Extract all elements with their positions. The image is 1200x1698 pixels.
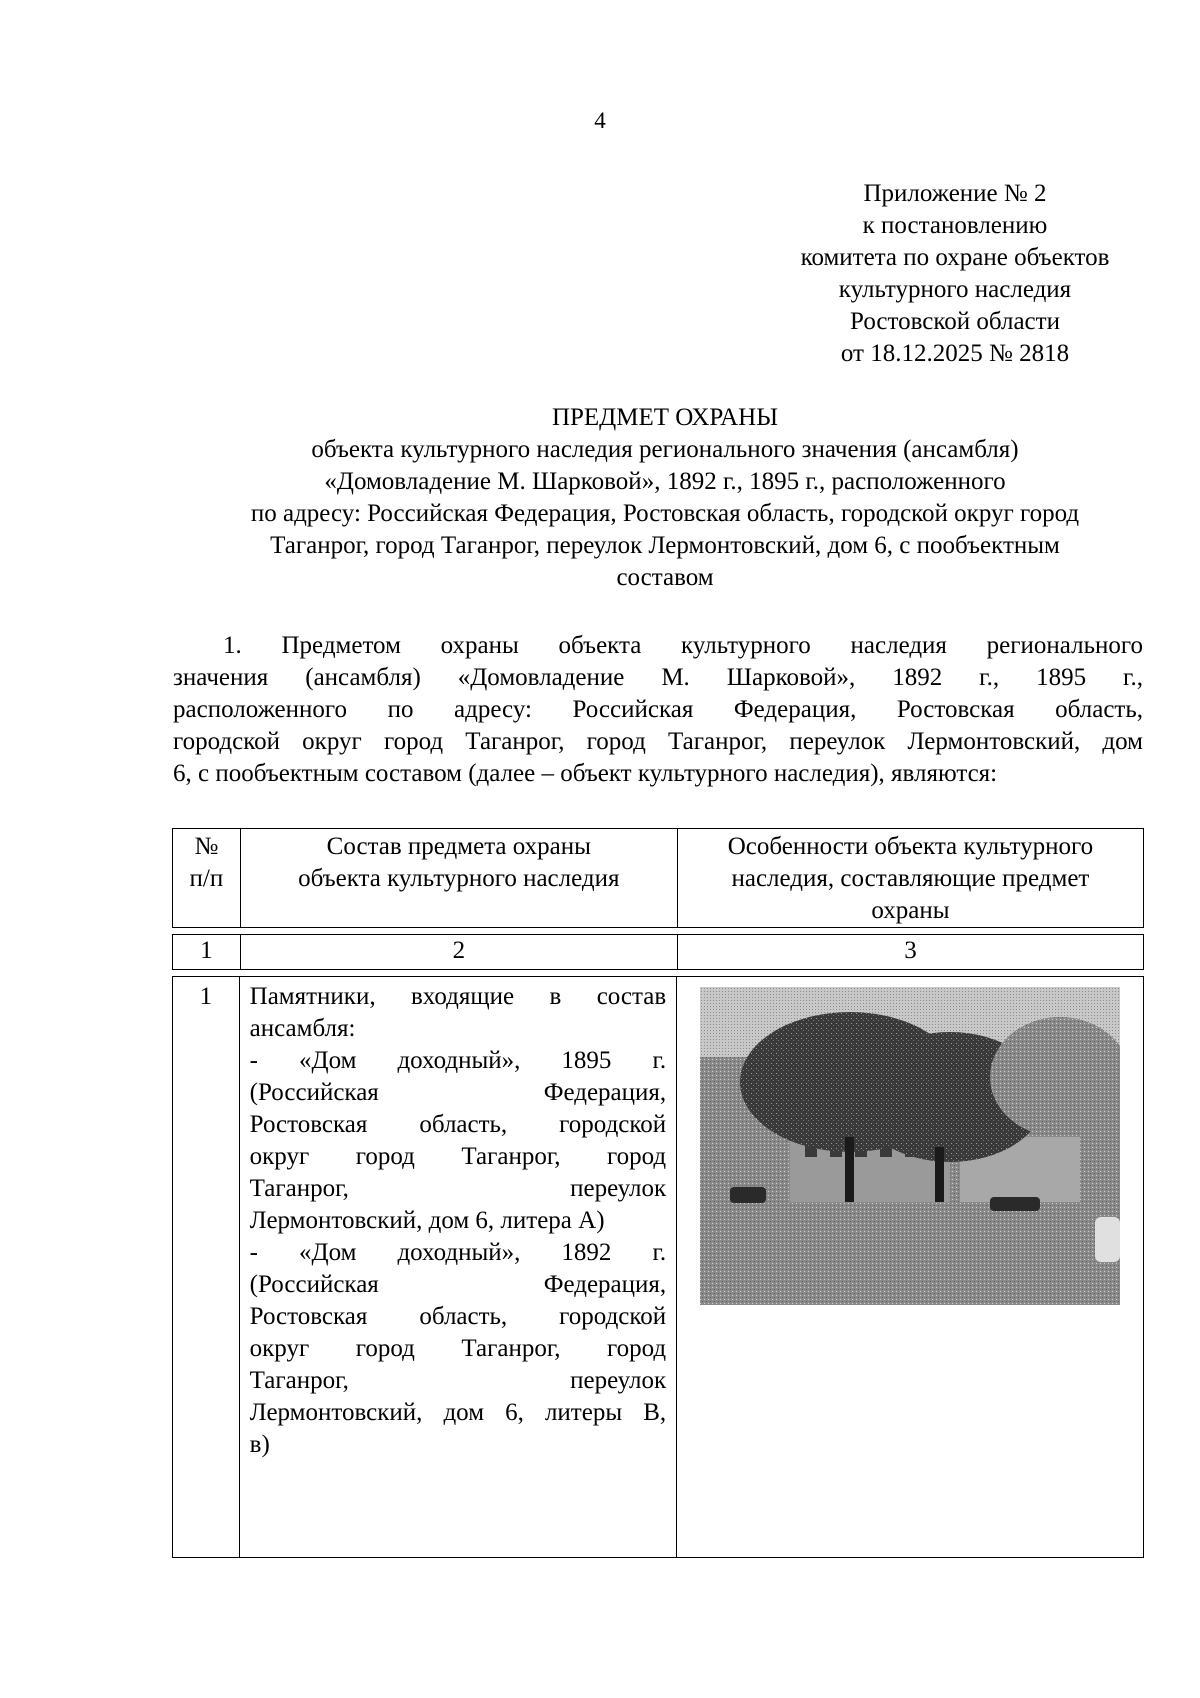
appendix-line: Ростовской области bbox=[850, 308, 1060, 335]
column-number-cell: 3 bbox=[677, 935, 1143, 970]
car bbox=[730, 1187, 766, 1203]
features-cell bbox=[677, 977, 1144, 1558]
car bbox=[990, 1197, 1040, 1211]
road bbox=[700, 1202, 1120, 1305]
street-photo bbox=[700, 987, 1120, 1305]
appendix-line: от 18.12.2025 № 2818 bbox=[840, 340, 1070, 367]
subtitle-line: по адресу: Российская Федерация, Ростовская область, городской округ город bbox=[250, 500, 1080, 527]
appendix-line: культурного наследия bbox=[838, 276, 1072, 303]
appendix-line: к постановлению bbox=[862, 212, 1048, 239]
subtitle-line: составом bbox=[616, 564, 714, 591]
paragraph-1 bbox=[173, 630, 1143, 790]
paragraph-line: значения (ансамбля) «Домовладение М. Шарковой», 1892 г., 1895 г., bbox=[173, 664, 1143, 691]
appendix-line: комитета по охране объектов bbox=[800, 244, 1110, 271]
composition-line: (Российская Федерация, bbox=[249, 1079, 667, 1106]
table-column-numbers bbox=[172, 934, 1144, 970]
page-number: 4 bbox=[594, 108, 606, 133]
header-line: наследия, составляющие предмет bbox=[731, 865, 1090, 892]
appendix-header bbox=[740, 178, 1170, 370]
composition-line: - «Дом доходный», 1895 г. bbox=[249, 1047, 667, 1074]
header-line: Особенности объекта культурного bbox=[727, 833, 1094, 860]
composition-line: ансамбля: bbox=[249, 1015, 356, 1042]
composition-line: Ростовская область, городской bbox=[249, 1303, 667, 1330]
paragraph-line: расположенного по адресу: Российская Федерация, Ростовская область, bbox=[173, 696, 1143, 723]
composition-cell bbox=[239, 977, 677, 1558]
composition-line: в) bbox=[249, 1431, 270, 1458]
subtitle-line: объекта культурного наследия регионального значения (ансамбля) bbox=[311, 436, 1019, 463]
composition-line: Таганрог, переулок bbox=[249, 1367, 667, 1394]
paragraph-line: 1. Предметом охраны объекта культурного наследия регионального bbox=[223, 632, 1143, 659]
header-line: Состав предмета охраны bbox=[326, 833, 591, 860]
composition-line: Ростовская область, городской bbox=[249, 1111, 667, 1138]
document-title-block bbox=[170, 402, 1160, 594]
header-line: № bbox=[194, 833, 219, 860]
composition-line: - «Дом доходный», 1892 г. bbox=[249, 1239, 667, 1266]
subtitle-line: Таганрог, город Таганрог, переулок Лермонтовский, дом 6, с пообъектным bbox=[270, 532, 1060, 559]
table-header bbox=[172, 828, 1144, 928]
composition-line: округ город Таганрог, город bbox=[249, 1143, 667, 1170]
column-number-cell: 2 bbox=[240, 935, 677, 970]
column-number-cell: 1 bbox=[173, 935, 241, 970]
row-number: 1 bbox=[199, 983, 213, 1010]
header-cell-composition bbox=[240, 829, 677, 928]
header-line: п/п bbox=[189, 865, 224, 892]
row-number-cell bbox=[173, 977, 240, 1558]
paragraph-line: 6, с пообъектным составом (далее – объект культурного наследия), являются: bbox=[173, 760, 998, 787]
composition-text bbox=[240, 977, 677, 1461]
appendix-line: Приложение № 2 bbox=[863, 180, 1047, 207]
composition-line: округ город Таганрог, город bbox=[249, 1335, 667, 1362]
photo-container bbox=[677, 977, 1143, 1305]
composition-line: Таганрог, переулок bbox=[249, 1175, 667, 1202]
car bbox=[1095, 1217, 1120, 1262]
paragraph-line: городской округ город Таганрог, город Таганрог, переулок Лермонтовский, дом bbox=[173, 728, 1143, 755]
document-title: ПРЕДМЕТ ОХРАНЫ bbox=[551, 404, 779, 431]
header-cell-number bbox=[173, 829, 241, 928]
composition-line: Лермонтовский, дом 6, литера А) bbox=[249, 1207, 605, 1234]
composition-line: (Российская Федерация, bbox=[249, 1271, 667, 1298]
composition-line: Памятники, входящие в состав bbox=[249, 983, 667, 1010]
composition-line: Лермонтовский, дом 6, литеры В, bbox=[249, 1399, 667, 1426]
header-line: объекта культурного наследия bbox=[298, 865, 620, 892]
subtitle-line: «Домовладение М. Шарковой», 1892 г., 1895 г., расположенного bbox=[324, 468, 1006, 495]
header-line: охраны bbox=[871, 897, 950, 924]
header-cell-features bbox=[677, 829, 1143, 928]
table-body bbox=[172, 976, 1144, 1558]
table-row bbox=[173, 977, 1144, 1558]
